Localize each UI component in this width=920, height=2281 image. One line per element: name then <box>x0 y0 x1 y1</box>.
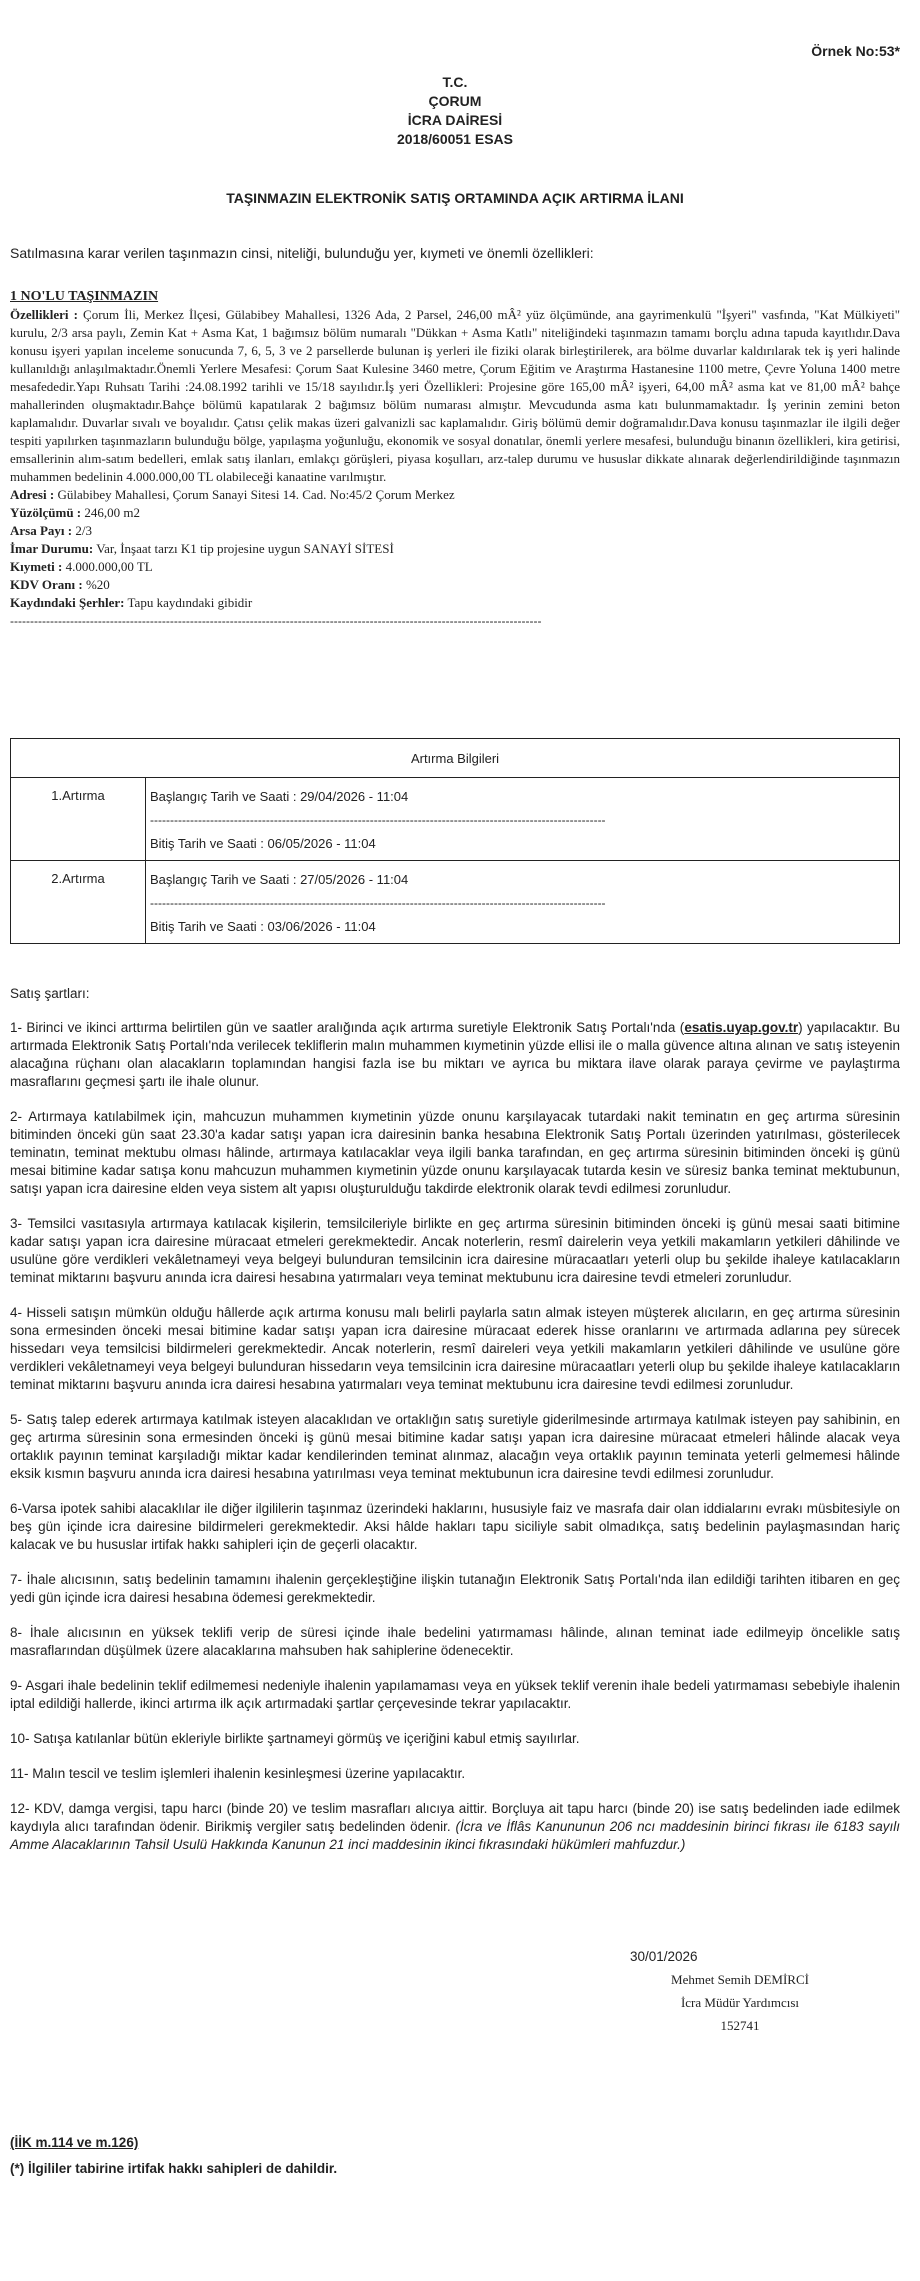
term-7: 7- İhale alıcısının, satış bedelinin tamamını ihalenin gerçekleştiğine ilişkin tutanağın Elektronik Satış Portalı'nda ilan edildiği tarihten itibaren en geç yedi gün içinde icra dairesi hesabına ödemesi gerekmektedir. <box>10 1572 900 1605</box>
field-label: Kıymeti : <box>10 559 63 574</box>
property-heading: 1 NO'LU TAŞINMAZIN <box>10 289 159 304</box>
signature-date: 30/01/2026 <box>630 1949 698 1964</box>
term-12 <box>10 1800 900 1854</box>
field-label: İmar Durumu: <box>10 541 94 556</box>
auction-separator: ------------------------------------------------------------------------------------------------------------------ <box>150 896 606 910</box>
property-field-address <box>10 486 900 504</box>
term-6: 6-Varsa ipotek sahibi alacaklılar ile diğer ilgililerin taşınmaz üzerindeki haklarını, hususiyle faiz ve masrafa dair olan iddialarını evrakı müsbitesiyle on beş gün içinde icra dairesine bildirmeleri gerekmektedir. Aksi hâlde hakları tapu siciliyle sabit olmadıkça, satış bedelinin paylaşmasından hariç kalacak ve bu hususlar irtifak hakkı sahipleri için de geçerli olacaktır. <box>10 1501 900 1552</box>
auction-round-row <box>11 778 900 861</box>
document-header <box>10 73 900 149</box>
field-value: 2/3 <box>72 523 92 538</box>
auction-round-label: 2.Artırma <box>11 861 146 944</box>
header-line-city: ÇORUM <box>428 93 482 109</box>
auction-end-date: Bitiş Tarih ve Saati : 06/05/2026 - 11:04 <box>150 836 376 851</box>
property-field-vat <box>10 576 900 594</box>
esatis-portal-link[interactable]: esatis.uyap.gov.tr <box>684 1020 799 1035</box>
field-label: Yüzölçümü : <box>10 505 82 520</box>
term-12-text: 12- KDV, damga vergisi, tapu harcı (binde 20) ve teslim masrafları alıcıya aittir. Borçluya ait tapu harcı (binde 20) ise satış bedelinden iade edilmek kaydıyla alıcı tarafından ödenir. Birikmiş vergiler satış bedelinden ödenir. <box>10 1801 900 1834</box>
auction-start-date: Başlangıç Tarih ve Saati : 27/05/2026 - 11:04 <box>150 872 409 887</box>
field-label: Arsa Payı : <box>10 523 73 538</box>
auction-round-dates <box>146 861 900 944</box>
auction-table-header: Artırma Bilgileri <box>11 739 900 778</box>
field-value: 246,00 m2 <box>81 505 141 520</box>
property-field-land-share <box>10 522 900 540</box>
signatory-name: Mehmet Semih DEMİRCİ <box>671 1972 809 1987</box>
term-4: 4- Hisseli satışın mümkün olduğu hâllerde açık artırma konusu malı belirli paylarla satın almak isteyen müşterek alıcıların, en geç artırma süresinin sona ermesinden önceki mesai bitimine kadar satışı yapan icra dairesine müracaat ederek hisse oranlarını ve artırmada adlarına pey sürecek hissedarı veya temsilcisi bildirmeleri gerekmektedir. Ancak noterlerin, resmî daireleri veya yetkili makamların yetkileri dâhilinde ve usulüne göre verdikleri vekâletnameyi veya belgeyi bulunduran hissedarın veya temsilcinin icra dairesine müracaatları yeterli olup bu şekilde ihaleye katılacakların teminat miktarını başvuru anında icra dairesi hesabına yatırmaları veya teminat mektubunu icra dairesine tevdi edilmesi zorunludur. <box>10 1305 900 1392</box>
auction-start-date: Başlangıç Tarih ve Saati : 29/04/2026 - 11:04 <box>150 789 409 804</box>
features-text: Çorum İli, Merkez İlçesi, Gülabibey Mahallesi, 1326 Ada, 2 Parsel, 246,00 mÂ² yüz ölçümünde, ana gayrimenkulü "İşyeri" vasfında, "Kat Mülkiyeti" kurulu, 2/3 arsa paylı, Zemin Kat + Asma Kat, 1 bağımsız bölüm numaralı "Dükkan + Asma Katlı" niteliğindeki taşınmazın tamamı borçlu adına tapuda kayıtlıdır.Dava konusu işyeri yapılan inceleme sonucunda 7, 6, 5, 3 ve 2 parsellerde bulunan iş yerleri ile fiziki olarak birleştirilerek, ara bölme duvarlar kaldırılarak tek iş yeri halinde kullanıldığı anlaşılmaktadır.Önemli Yerlere Mesafesi: Çorum Saat Kulesine 3460 metre, Çorum Eğitim ve Araştırma Hastanesine 1100 metre, Çevre Yoluna 1400 metre mesafededir.Yapı Ruhsatı Tarihi :24.08.1992 tarihli ve 15/18 sayılıdır.İş yeri Özellikleri: Projesine göre 165,00 mÂ² işyeri, 64,00 mÂ² asma kat ve 81,00 mÂ² bahçe mahallerinden oluşmaktadır.Bahçe bölümü kapatılarak 2 bağımsız bölüm numarası almıştır. Mevcudunda asma katı bulunmamaktadır. İş yerinin zemini beton kaplamalıdır. Duvarlar sıvalı ve boyalıdır. Çatısı çelik makas üzeri galvanizli sac kaplamalıdır. Giriş bölümü demir doğramalıdır.Dava konusu taşınmazlar ile ilgili değer tespiti yapılırken taşınmazların bulunduğu bölge, yapılaşma yoğunluğu, ekonomik ve sosyal donatılar, önemli yerlere mesafesi, bulunduğu binanın özellikleri, kira getirisi, emsallerinin alım-satım bedelleri, emlak satış ilanları, emlakçı görüşleri, piyasa koşulları, arz-talep durumu ve hususlar dikkate alınarak değerlendirildiğinde taşınmazın muhammen bedelinin 4.000.000,00 TL olabileceği kanaatine varılmıştır. <box>10 307 901 484</box>
field-value: 4.000.000,00 TL <box>62 559 153 574</box>
property-features <box>10 306 900 486</box>
term-12-italic-note: (İcra ve İflâs Kanununun 206 ncı maddesinin birinci fıkrası ile 6183 sayılı Amme Alacaklarının Tahsil Usulü Hakkında Kanunun 21 inci maddesinin ikinci fıkrasındaki hükümleri mahfuzdur.) <box>10 1819 901 1852</box>
term-2: 2- Artırmaya katılabilmek için, mahcuzun muhammen kıymetinin yüzde onunu karşılayacak tutardaki nakit teminatın en geç artırma süresinin bitiminden önceki gün saat 23.30'a kadar satışı yapan icra dairesinin banka hesabına Elektronik Satış Portalı üzerinden yatırılması, gösterilecek teminatın, teminat mektubu olması hâlinde, artırmaya katılacaklar veya ilgili banka tarafından, en geç artırma süresinin bitiminden önceki iş günü mesai bitimine kadar satışa konu mahcuzun muhammen kıymetinin yüzde onunu karşılayacak tutarda kesin ve süresiz banka teminat mektubunun, satışı yapan icra dairesine elden veya sistem alt yapısı oluşturulduğu takdirde elektronik olarak tevdi edilmesi zorunludur. <box>10 1109 900 1196</box>
sale-terms <box>10 985 900 1871</box>
property-field-value <box>10 558 900 576</box>
field-value: Var, İnşaat tarzı K1 tip projesine uygun SANAYİ SİTESİ <box>93 541 394 556</box>
auction-info-table <box>10 738 900 944</box>
field-label: Adresi : <box>10 487 55 502</box>
sample-number: Örnek No:53* <box>811 43 900 59</box>
field-value: %20 <box>82 577 110 592</box>
signatory-position: İcra Müdür Yardımcısı <box>680 1995 800 2010</box>
term-8: 8- İhale alıcısının en yüksek teklifi verip de süresi içinde ihale bedelini yatırmaması hâlinde, alınan teminat iade edilmeyip öncelikle satış masraflarından düşülmek üzere alacaklarına mahsuben hak sahiplerine ödenecektir. <box>10 1625 900 1658</box>
term-9: 9- Asgari ihale bedelinin teklif edilmemesi nedeniyle ihalenin yapılamaması veya en yüksek teklif verenin ihale bedeli yatırmaması sebebiyle ihalenin iptal edildiği hallerde, ikinci artırma ilk açık artırmadaki şartlar çerçevesinde tekrar yapılacaktır. <box>10 1678 900 1711</box>
document-title: TAŞINMAZIN ELEKTRONİK SATIŞ ORTAMINDA AÇIK ARTIRMA İLANI <box>226 190 684 206</box>
signatory-number: 152741 <box>720 2018 760 2033</box>
header-line-case-no: 2018/60051 ESAS <box>397 131 513 147</box>
term-3: 3- Temsilci vasıtasıyla artırmaya katılacak kişilerin, temsilcileriyle birlikte en geç artırma süresinin bitiminden önceki iş günü mesai saati bitimine kadar satışı yapan icra dairesine müracaat etmeleri gerekmektedir. Ancak noterlerin, resmî dairelerin veya yetkili makamların yetkileri dâhilinde ve usulüne göre verdikleri vekâletnameyi veya belgeyi bulunduran temsilcinin icra dairesine müracaatları yeterli olup bu şekilde ihaleye katılacakların teminat miktarını başvuru anında icra dairesi hesabına yatırmaları veya teminat mektubunu icra dairesine tevdi etmeleri zorunludur. <box>10 1216 900 1285</box>
term-11: 11- Malın tescil ve teslim işlemleri ihalenin kesinleşmesi üzerine yapılacaktır. <box>10 1766 466 1781</box>
document-footer <box>10 2130 337 2182</box>
field-label: Kaydındaki Şerhler: <box>10 595 125 610</box>
auction-round-row <box>11 861 900 944</box>
signature-block <box>630 1945 850 2037</box>
footnote: (*) İlgililer tabirine irtifak hakkı sahipleri de dahildir. <box>10 2161 338 2176</box>
features-label: Özellikleri : <box>10 307 78 322</box>
field-value: Tapu kaydındaki gibidir <box>124 595 253 610</box>
term-10: 10- Satışa katılanlar bütün ekleriyle birlikte şartnameyi görmüş ve içeriğini kabul etmiş sayılırlar. <box>10 1731 580 1746</box>
term-1 <box>10 1019 900 1091</box>
property-section <box>10 288 900 630</box>
auction-round-label: 1.Artırma <box>11 778 146 861</box>
property-divider: ------------------------------------------------------------------------------------------------------------------------------------- <box>10 614 542 628</box>
property-field-area <box>10 504 900 522</box>
law-reference: (İİK m.114 ve m.126) <box>10 2135 139 2150</box>
property-field-zoning <box>10 540 900 558</box>
auction-end-date: Bitiş Tarih ve Saati : 03/06/2026 - 11:04 <box>150 919 376 934</box>
header-line-office: İCRA DAİRESİ <box>407 112 503 128</box>
auction-round-dates <box>146 778 900 861</box>
intro-text: Satılmasına karar verilen taşınmazın cinsi, niteliği, bulunduğu yer, kıymeti ve önemli özellikleri: <box>10 245 594 261</box>
field-label: KDV Oranı : <box>10 577 83 592</box>
header-line-tc: T.C. <box>442 74 468 90</box>
term-5: 5- Satış talep ederek artırmaya katılmak isteyen alacaklıdan ve ortaklığın satış suretiyle giderilmesinde artırmaya katılmak isteyen pay sahibinin, en geç artırma süresinin sona ermesinden önceki iş günü mesai bitimine kadar satışı yapan icra dairesine müracaat etmeleri hâlinde alacak veya ortaklık payının teminat karşıladığı miktar kadar kendilerinden teminat alınmaz, alacağın veya ortaklık payının teminata yeterli gelmemesi hâlinde eksik kısmın başvuru anında icra dairesi hesabına yatırılması veya teminat mektubunun icra dairesine tevdi edilmesi zorunludur. <box>10 1412 900 1481</box>
terms-heading: Satış şartları: <box>10 986 90 1001</box>
term-1-text-post: ) yapılacaktır. Bu artırmada Elektronik Satış Portalı'nda verilecek tekliflerin malın muhammen kıymetinin yüzde ellisi ile o malla güvence altına alınan ve satış isteyenin alacağına rüçhanı olan alacakların toplamından hangisi fazla ise bu miktarı ve ayrıca bu miktara ilave olarak paraya çevirme ve paylaştırma masraflarını geçmesi şartı ile ihale olunur. <box>10 1020 900 1089</box>
field-value: Gülabibey Mahallesi, Çorum Sanayi Sitesi 14. Cad. No:45/2 Çorum Merkez <box>54 487 455 502</box>
property-field-annotations <box>10 594 900 612</box>
auction-separator: ------------------------------------------------------------------------------------------------------------------ <box>150 813 606 827</box>
term-1-text-pre: 1- Birinci ve ikinci arttırma belirtilen gün ve saatler aralığında açık artırma suretiyle Elektronik Satış Portalı'nda ( <box>10 1020 685 1035</box>
